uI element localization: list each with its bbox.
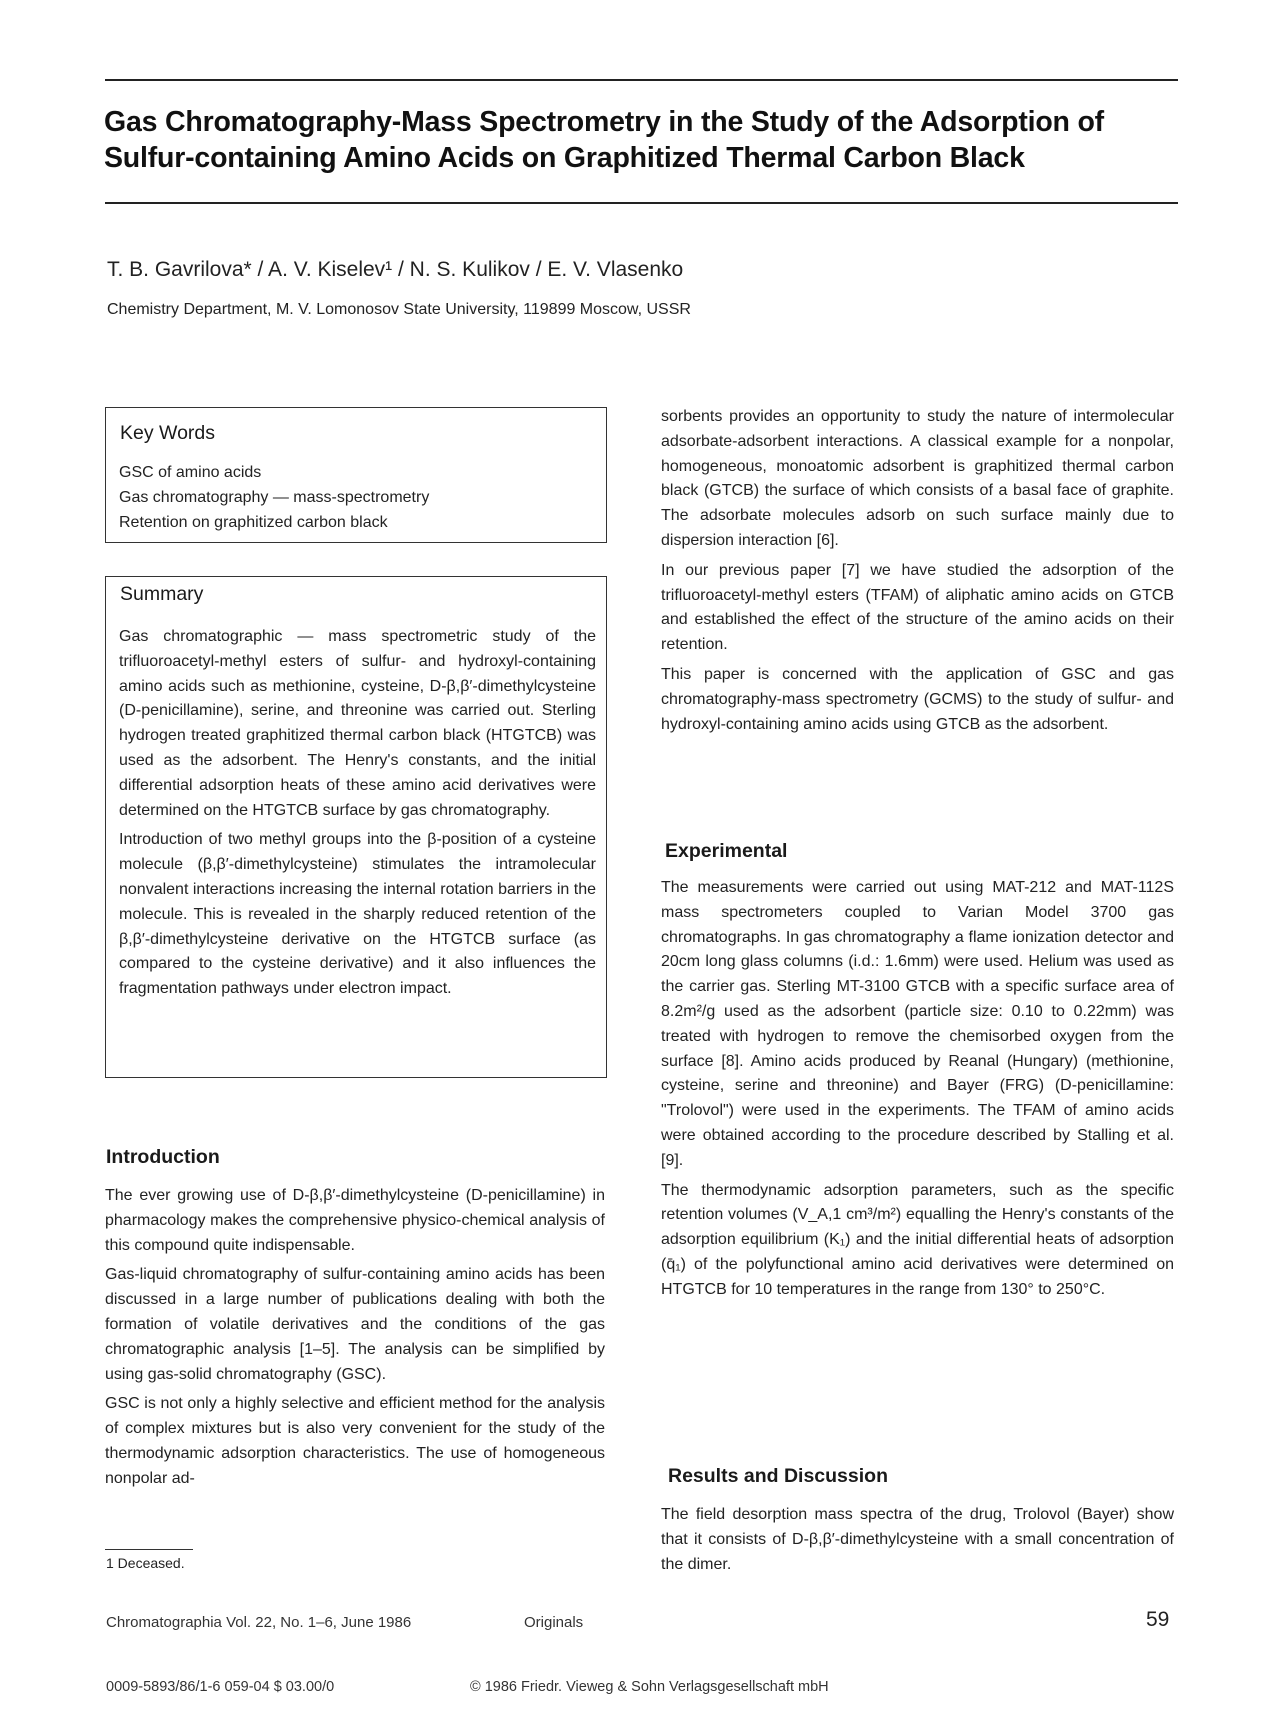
keyword-item: Retention on graphitized carbon black xyxy=(119,514,388,531)
keyword-item: GSC of amino acids xyxy=(119,464,262,481)
introduction-body xyxy=(105,1184,605,1497)
copyright-notice: © 1986 Friedr. Vieweg & Sohn Verlagsgesellschaft mbH xyxy=(470,1679,829,1695)
introduction-paragraph: GSC is not only a highly selective and efficient method for the analysis of complex mixtures but is also very convenient for the study of the thermodynamic adsorption characteristics. The use of homogeneous nonpolar ad- xyxy=(105,1395,605,1487)
introduction-paragraph: The ever growing use of D-β,β′-dimethylcysteine (D-penicillamine) in pharmacology makes the comprehensive physico-chemical analysis of this compound quite indispensable. xyxy=(105,1187,605,1254)
title-top-rule xyxy=(105,79,1178,81)
results-heading: Results and Discussion xyxy=(668,1465,888,1487)
affiliation: Chemistry Department, M. V. Lomonosov State University, 119899 Moscow, USSR xyxy=(107,301,691,318)
footnote: 1 Deceased. xyxy=(106,1555,185,1571)
introduction-paragraph: In our previous paper [7] we have studied the adsorption of the trifluoroacetyl-methyl esters (TFAM) of aliphatic amino acids on GTCB and established the effect of the structure of the amino acids on their retention. xyxy=(661,561,1174,654)
section-label: Originals xyxy=(524,1614,584,1631)
experimental-body xyxy=(661,876,1174,1308)
summary-heading: Summary xyxy=(120,583,204,605)
results-paragraph: The field desorption mass spectra of the drug, Trolovol (Bayer) show that it consists of D-β,β′-dimethylcysteine with a small concentration of the dimer. xyxy=(661,1506,1174,1573)
experimental-paragraph: The thermodynamic adsorption parameters, such as the specific retention volumes (V_A,1 cm³/m²) equalling the Henry's constants of the adsorption equilibrium (K₁) and the initial differential heats of adsorption (q̄₁) of the polyfunctional amino acid derivatives were determined on HTGTCB for 10 temperatures in the range from 130° to 250°C. xyxy=(661,1181,1174,1298)
summary-paragraph: Gas chromatographic — mass spectrometric study of the trifluoroacetyl-methyl esters of sulfur- and hydroxyl-containing amino acids such as methionine, cysteine, D-β,β′-dimethylcysteine (D-penicillamine), serine, and threonine was carried out. Sterling hydrogen treated graphitized thermal carbon black (HTGTCB) was used as the adsorbent. The Henry's constants, and the initial differential adsorption heats of these amino acid derivatives were determined on the HTGTCB surface by gas chromatography. xyxy=(119,628,596,819)
summary-paragraph: Introduction of two methyl groups into the β-position of a cysteine molecule (β,β′-dimethylcysteine) stimulates the intramolecular nonvalent interactions increasing the internal rotation barriers in the molecule. This is revealed in the sharply reduced retention of the β,β′-dimethylcysteine derivative on the HTGTCB surface (as compared to the cysteine derivative) and it also influences the fragmentation pathways under electron impact. xyxy=(119,831,596,998)
page-number: 59 xyxy=(1146,1608,1170,1631)
keywords-box xyxy=(105,407,607,543)
introduction-continued xyxy=(661,405,1174,742)
summary-text xyxy=(119,625,596,1007)
results-body xyxy=(661,1503,1174,1582)
experimental-paragraph: The measurements were carried out using MAT-212 and MAT-112S mass spectrometers coupled to Varian Model 3700 gas chromatographs. In gas chromatography a flame ionization detector and 20cm long glass columns (i.d.: 1.6mm) were used. Helium was used as the carrier gas. Sterling MT-3100 GTCB with a specific surface area of 8.2m²/g used as the adsorbent (particle size: 0.10 to 0.22mm) was treated with hydrogen to remove the chemisorbed oxygen from the surface [8]. Amino acids produced by Reanal (Hungary) (methionine, cysteine, serine and threonine) and Bayer (FRG) (D-penicillamine: "Trolovol") were used in the experiments. The TFAM of amino acids were obtained according to the procedure described by Stalling et al. [9]. xyxy=(661,879,1174,1169)
introduction-paragraph: Gas-liquid chromatography of sulfur-containing amino acids has been discussed in a large number of publications dealing with both the formation of volatile derivatives and the conditions of the gas chromatographic analysis [1–5]. The analysis can be simplified by using gas-solid chromatography (GSC). xyxy=(105,1266,605,1383)
summary-box xyxy=(105,576,607,1078)
issn-code: 0009-5893/86/1-6 059-04 $ 03.00/0 xyxy=(106,1679,335,1695)
introduction-paragraph: This paper is concerned with the application of GSC and gas chromatography-mass spectrometry (GCMS) to the study of sulfur- and hydroxyl-containing amino acids using GTCB as the adsorbent. xyxy=(661,665,1174,733)
title-bottom-rule xyxy=(105,202,1178,204)
experimental-heading: Experimental xyxy=(665,840,788,862)
introduction-paragraph: sorbents provides an opportunity to study the nature of intermolecular adsorbate-adsorbent interactions. A classical example for a nonpolar, homogeneous, monoatomic adsorbent is graphitized thermal carbon black (GTCB) the surface of which consists of a basal face of graphite. The adsorbate molecules adsorb on such surface mainly due to dispersion interaction [6]. xyxy=(661,408,1174,549)
keyword-item: Gas chromatography — mass-spectrometry xyxy=(119,489,430,506)
keywords-heading: Key Words xyxy=(120,422,216,444)
introduction-heading: Introduction xyxy=(106,1146,220,1168)
keywords-list xyxy=(119,460,429,535)
journal-citation: Chromatographia Vol. 22, No. 1–6, June 1986 xyxy=(106,1614,412,1631)
author-list: T. B. Gavrilova* / A. V. Kiselev¹ / N. S. Kulikov / E. V. Vlasenko xyxy=(107,258,684,281)
article-title: Gas Chromatography-Mass Spectrometry in the Study of the Adsorption of Sulfur-containing Amino Acids on Graphitized Thermal Carbon Black xyxy=(104,106,1104,174)
footnote-rule xyxy=(105,1549,193,1550)
